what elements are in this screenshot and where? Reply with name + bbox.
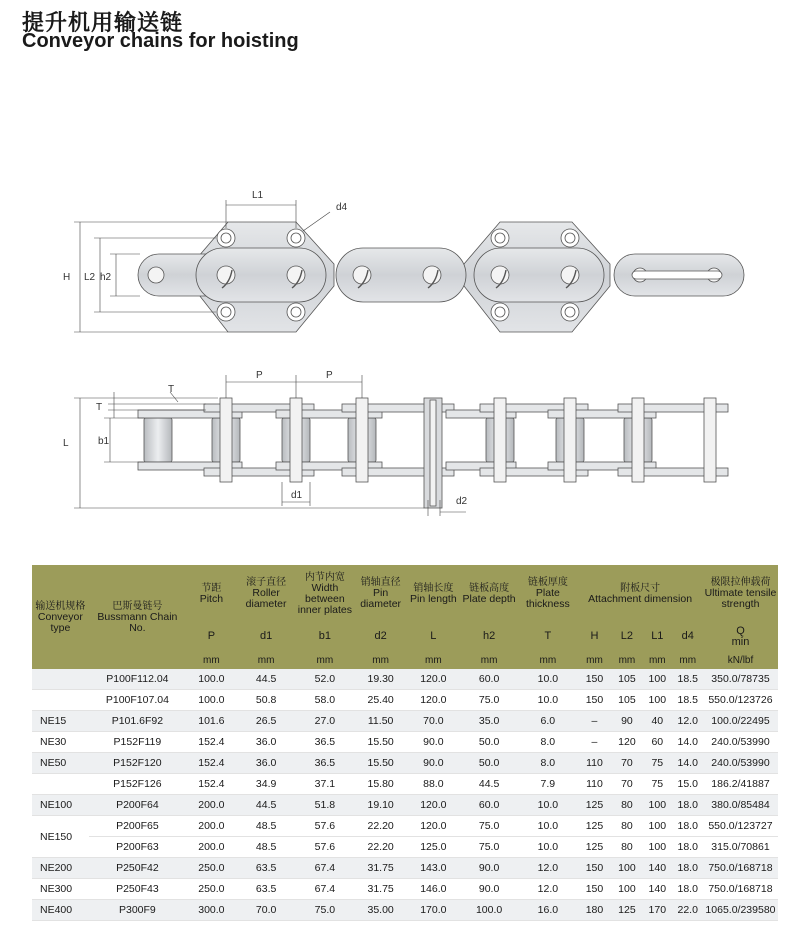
- value-cell: 52.0: [296, 669, 355, 690]
- value-cell: 75.0: [460, 837, 519, 858]
- value-cell: 140: [642, 879, 672, 900]
- header-pitch: 节距 Pitch: [186, 565, 237, 622]
- value-cell: –: [577, 732, 611, 753]
- value-cell: 70.0: [407, 711, 460, 732]
- table-row: [32, 816, 778, 837]
- dim-label-h2: h2: [100, 272, 112, 283]
- value-cell: 70.0: [237, 900, 296, 921]
- value-cell: 58.0: [296, 690, 355, 711]
- value-cell: 50.0: [460, 753, 519, 774]
- value-cell: 19.10: [354, 795, 407, 816]
- header-conveyor-type: 输送机规格 Conveyor type: [32, 565, 89, 669]
- value-cell: 26.5: [237, 711, 296, 732]
- value-cell: 11.50: [354, 711, 407, 732]
- value-cell: 150: [577, 879, 611, 900]
- symbol-q: Q min: [703, 622, 778, 651]
- header-tensile-strength: 极限拉伸载荷 Ultimate tensile strength: [703, 565, 778, 622]
- header-roller-diameter: 滚子直径 Roller diameter: [237, 565, 296, 622]
- value-cell: 80: [612, 795, 642, 816]
- symbol-h: H: [577, 622, 611, 651]
- value-cell: 150: [577, 858, 611, 879]
- unit-cell: mm: [673, 651, 703, 669]
- unit-cell: mm: [518, 651, 577, 669]
- chain-no-cell: P250F43: [89, 879, 186, 900]
- value-cell: 8.0: [518, 753, 577, 774]
- value-cell: 15.0: [673, 774, 703, 795]
- value-cell: 170: [642, 900, 672, 921]
- value-cell: 150: [577, 669, 611, 690]
- table-row: [32, 900, 778, 921]
- unit-cell: mm: [186, 651, 237, 669]
- value-cell: 125: [577, 837, 611, 858]
- value-cell: 31.75: [354, 858, 407, 879]
- dim-label-d4: d4: [336, 202, 348, 213]
- value-cell: 100: [642, 669, 672, 690]
- conveyor-type-cell: NE30: [32, 732, 89, 753]
- value-cell: 10.0: [518, 690, 577, 711]
- value-cell: 37.1: [296, 774, 355, 795]
- symbol-l: L: [407, 622, 460, 651]
- unit-cell: mm: [354, 651, 407, 669]
- value-cell: 15.50: [354, 732, 407, 753]
- value-cell: 12.0: [518, 879, 577, 900]
- chain-no-cell: P101.6F92: [89, 711, 186, 732]
- value-cell: 80: [612, 816, 642, 837]
- value-cell: 7.9: [518, 774, 577, 795]
- page-title-chinese: 提升机用输送链: [22, 11, 184, 36]
- value-cell: 12.0: [518, 858, 577, 879]
- symbol-p: P: [186, 622, 237, 651]
- dim-label-l1: L1: [252, 190, 264, 201]
- value-cell: 90.0: [407, 753, 460, 774]
- value-cell: 1065.0/239580: [703, 900, 778, 921]
- symbol-t: T: [518, 622, 577, 651]
- value-cell: 100.0: [186, 669, 237, 690]
- value-cell: 14.0: [673, 753, 703, 774]
- value-cell: 105: [612, 669, 642, 690]
- value-cell: 180: [577, 900, 611, 921]
- value-cell: 100: [612, 858, 642, 879]
- symbol-d4: d4: [673, 622, 703, 651]
- unit-cell: mm: [577, 651, 611, 669]
- value-cell: 27.0: [296, 711, 355, 732]
- value-cell: 34.9: [237, 774, 296, 795]
- symbol-d2: d2: [354, 622, 407, 651]
- value-cell: 60: [642, 732, 672, 753]
- header-pin-length: 销轴长度 Pin length: [407, 565, 460, 622]
- value-cell: 152.4: [186, 732, 237, 753]
- value-cell: 50.8: [237, 690, 296, 711]
- value-cell: 100.0: [460, 900, 519, 921]
- spec-table: [32, 565, 778, 921]
- top-view: [138, 398, 728, 508]
- value-cell: 75.0: [460, 816, 519, 837]
- chain-no-cell: P100F107.04: [89, 690, 186, 711]
- value-cell: 200.0: [186, 837, 237, 858]
- symbol-l2: L2: [612, 622, 642, 651]
- value-cell: 90.0: [460, 858, 519, 879]
- value-cell: 100.0/22495: [703, 711, 778, 732]
- value-cell: 200.0: [186, 816, 237, 837]
- dim-label-l: L: [63, 438, 69, 449]
- value-cell: 48.5: [237, 837, 296, 858]
- unit-cell: mm: [296, 651, 355, 669]
- table-row: [32, 732, 778, 753]
- value-cell: 90.0: [460, 879, 519, 900]
- value-cell: 18.5: [673, 690, 703, 711]
- value-cell: 550.0/123726: [703, 690, 778, 711]
- value-cell: 170.0: [407, 900, 460, 921]
- value-cell: 25.40: [354, 690, 407, 711]
- value-cell: 18.5: [673, 669, 703, 690]
- value-cell: 120.0: [407, 669, 460, 690]
- value-cell: 152.4: [186, 774, 237, 795]
- symbol-d1: d1: [237, 622, 296, 651]
- dim-label-h: H: [63, 272, 71, 283]
- value-cell: 15.50: [354, 753, 407, 774]
- table-row: [32, 774, 778, 795]
- value-cell: 63.5: [237, 879, 296, 900]
- value-cell: 315.0/70861: [703, 837, 778, 858]
- value-cell: 152.4: [186, 753, 237, 774]
- value-cell: 75: [642, 774, 672, 795]
- dim-label-p-1: P: [256, 370, 263, 381]
- conveyor-type-cell: NE100: [32, 795, 89, 816]
- value-cell: 31.75: [354, 879, 407, 900]
- value-cell: 48.5: [237, 816, 296, 837]
- value-cell: 120.0: [407, 795, 460, 816]
- value-cell: 44.5: [237, 795, 296, 816]
- header-chain-no: 巴斯曼链号 Bussmann Chain No.: [89, 565, 186, 669]
- chain-no-cell: P152F120: [89, 753, 186, 774]
- unit-cell: mm: [407, 651, 460, 669]
- value-cell: 60.0: [460, 669, 519, 690]
- value-cell: 70: [612, 774, 642, 795]
- value-cell: 19.30: [354, 669, 407, 690]
- value-cell: 16.0: [518, 900, 577, 921]
- chain-no-cell: P200F64: [89, 795, 186, 816]
- chain-no-cell: P200F65: [89, 816, 186, 837]
- value-cell: 18.0: [673, 816, 703, 837]
- conveyor-type-cell: [32, 774, 89, 795]
- value-cell: 36.5: [296, 732, 355, 753]
- value-cell: 18.0: [673, 837, 703, 858]
- conveyor-type-cell: [32, 690, 89, 711]
- table-row: [32, 795, 778, 816]
- value-cell: 143.0: [407, 858, 460, 879]
- table-row: [32, 858, 778, 879]
- unit-cell: mm: [460, 651, 519, 669]
- value-cell: 300.0: [186, 900, 237, 921]
- value-cell: 380.0/85484: [703, 795, 778, 816]
- dim-label-l2: L2: [84, 272, 96, 283]
- value-cell: 125: [577, 795, 611, 816]
- value-cell: 110: [577, 753, 611, 774]
- symbol-b1: b1: [296, 622, 355, 651]
- value-cell: 8.0: [518, 732, 577, 753]
- value-cell: 18.0: [673, 795, 703, 816]
- dim-label-b1: b1: [98, 436, 110, 447]
- conveyor-type-cell: NE50: [32, 753, 89, 774]
- value-cell: 80: [612, 837, 642, 858]
- table-row: [32, 669, 778, 690]
- side-view: [138, 222, 744, 332]
- value-cell: 22.20: [354, 837, 407, 858]
- value-cell: 100: [612, 879, 642, 900]
- value-cell: 186.2/41887: [703, 774, 778, 795]
- value-cell: 22.20: [354, 816, 407, 837]
- value-cell: 35.00: [354, 900, 407, 921]
- value-cell: 88.0: [407, 774, 460, 795]
- value-cell: 70: [612, 753, 642, 774]
- conveyor-type-cell: [32, 669, 89, 690]
- value-cell: 120: [612, 732, 642, 753]
- value-cell: 75.0: [296, 900, 355, 921]
- value-cell: 51.8: [296, 795, 355, 816]
- symbol-h2: h2: [460, 622, 519, 651]
- value-cell: 22.0: [673, 900, 703, 921]
- value-cell: 125: [612, 900, 642, 921]
- value-cell: 75: [642, 753, 672, 774]
- value-cell: 14.0: [673, 732, 703, 753]
- value-cell: –: [577, 711, 611, 732]
- dim-label-d2: d2: [456, 496, 468, 507]
- value-cell: 15.80: [354, 774, 407, 795]
- value-cell: 36.0: [237, 732, 296, 753]
- unit-cell: mm: [237, 651, 296, 669]
- unit-cell: mm: [612, 651, 642, 669]
- value-cell: 240.0/53990: [703, 753, 778, 774]
- conveyor-type-cell: NE15: [32, 711, 89, 732]
- table-row: [32, 690, 778, 711]
- value-cell: 100: [642, 795, 672, 816]
- dim-label-p-2: P: [326, 370, 333, 381]
- dim-label-d1: d1: [291, 490, 303, 501]
- value-cell: 550.0/123727: [703, 816, 778, 837]
- header-pin-diameter: 销轴直径 Pin diameter: [354, 565, 407, 622]
- value-cell: 100.0: [186, 690, 237, 711]
- value-cell: 750.0/168718: [703, 879, 778, 900]
- conveyor-type-cell: NE200: [32, 858, 89, 879]
- value-cell: 250.0: [186, 879, 237, 900]
- value-cell: 40: [642, 711, 672, 732]
- conveyor-type-cell: NE300: [32, 879, 89, 900]
- chain-no-cell: P200F63: [89, 837, 186, 858]
- value-cell: 350.0/78735: [703, 669, 778, 690]
- value-cell: 44.5: [237, 669, 296, 690]
- value-cell: 200.0: [186, 795, 237, 816]
- value-cell: 10.0: [518, 816, 577, 837]
- unit-cell: kN/lbf: [703, 651, 778, 669]
- value-cell: 10.0: [518, 837, 577, 858]
- header-plate-depth: 链板高度 Plate depth: [460, 565, 519, 622]
- value-cell: 67.4: [296, 858, 355, 879]
- header-attachment-dimension: 附板尺寸 Attachment dimension: [577, 565, 703, 622]
- value-cell: 60.0: [460, 795, 519, 816]
- value-cell: 100: [642, 816, 672, 837]
- table-row: [32, 879, 778, 900]
- value-cell: 120.0: [407, 816, 460, 837]
- chain-no-cell: P250F42: [89, 858, 186, 879]
- value-cell: 101.6: [186, 711, 237, 732]
- value-cell: 90.0: [407, 732, 460, 753]
- conveyor-type-cell: NE150: [32, 816, 89, 858]
- value-cell: 18.0: [673, 879, 703, 900]
- value-cell: 36.5: [296, 753, 355, 774]
- top-dimensions: [74, 375, 466, 516]
- unit-cell: mm: [642, 651, 672, 669]
- spec-table-body: [32, 669, 778, 921]
- chain-no-cell: P300F9: [89, 900, 186, 921]
- chain-no-cell: P152F126: [89, 774, 186, 795]
- value-cell: 105: [612, 690, 642, 711]
- chain-no-cell: P152F119: [89, 732, 186, 753]
- value-cell: 250.0: [186, 858, 237, 879]
- value-cell: 10.0: [518, 795, 577, 816]
- value-cell: 57.6: [296, 837, 355, 858]
- table-row: [32, 837, 778, 858]
- conveyor-type-cell: NE400: [32, 900, 89, 921]
- dim-label-t-2: T: [96, 402, 103, 413]
- table-row: [32, 753, 778, 774]
- page-title-english: Conveyor chains for hoisting: [22, 30, 299, 52]
- header-plate-thickness: 链板厚度 Plate thickness: [518, 565, 577, 622]
- value-cell: 57.6: [296, 816, 355, 837]
- value-cell: 240.0/53990: [703, 732, 778, 753]
- value-cell: 10.0: [518, 669, 577, 690]
- chain-no-cell: P100F112.04: [89, 669, 186, 690]
- value-cell: 75.0: [460, 690, 519, 711]
- value-cell: 35.0: [460, 711, 519, 732]
- value-cell: 18.0: [673, 858, 703, 879]
- value-cell: 110: [577, 774, 611, 795]
- dim-label-t-1: T: [168, 384, 175, 395]
- value-cell: 750.0/168718: [703, 858, 778, 879]
- value-cell: 125.0: [407, 837, 460, 858]
- value-cell: 120.0: [407, 690, 460, 711]
- value-cell: 6.0: [518, 711, 577, 732]
- header-inner-width: 内节内宽 Width between inner plates: [296, 565, 355, 622]
- value-cell: 36.0: [237, 753, 296, 774]
- value-cell: 12.0: [673, 711, 703, 732]
- value-cell: 146.0: [407, 879, 460, 900]
- link-plate: [196, 248, 326, 302]
- table-row: [32, 711, 778, 732]
- value-cell: 150: [577, 690, 611, 711]
- value-cell: 100: [642, 837, 672, 858]
- value-cell: 100: [642, 690, 672, 711]
- value-cell: 125: [577, 816, 611, 837]
- value-cell: 50.0: [460, 732, 519, 753]
- value-cell: 140: [642, 858, 672, 879]
- value-cell: 44.5: [460, 774, 519, 795]
- value-cell: 63.5: [237, 858, 296, 879]
- value-cell: 90: [612, 711, 642, 732]
- symbol-l1: L1: [642, 622, 672, 651]
- value-cell: 67.4: [296, 879, 355, 900]
